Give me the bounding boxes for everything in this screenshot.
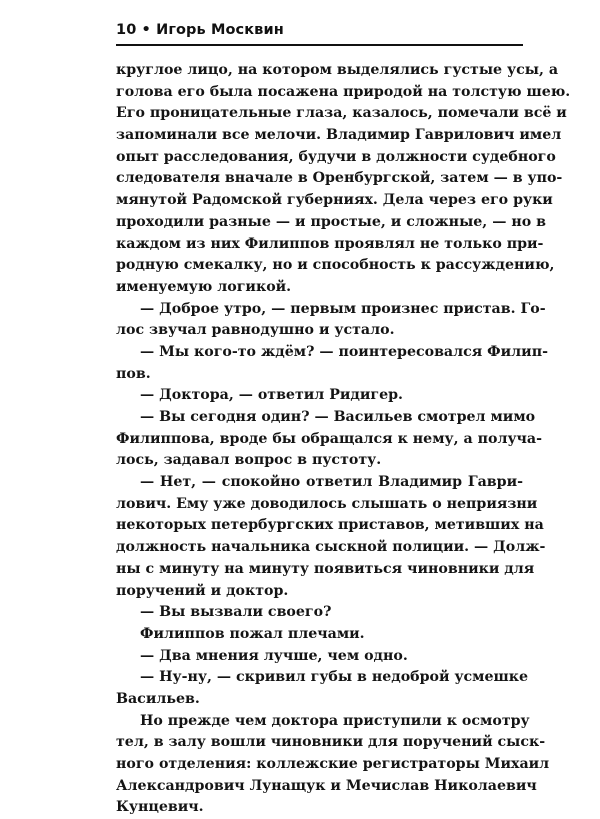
text-line: поручений и доктор. — [116, 582, 289, 599]
text-line: Кунцевич. — [116, 799, 204, 816]
text-line: мянутой Радомской губерниях. Дела через его руки — [116, 192, 553, 209]
text-line: лос звучал равнодушно и устало. — [116, 322, 395, 339]
text-line: — Доктора, — ответил Ридигер. — [140, 387, 403, 404]
header-rule — [116, 44, 523, 46]
text-line: тел, в залу вошли чиновники для поручений сыск- — [116, 734, 546, 751]
text-line: — Ну-ну, — скривил губы в недоброй усмешке — [140, 669, 529, 686]
body-text — [116, 60, 571, 819]
running-head — [116, 22, 284, 38]
text-line: каждом из них Филиппов проявлял не только при- — [116, 235, 544, 252]
text-line: должность начальника сыскной полиции. — Долж- — [116, 539, 546, 556]
text-line: ного отделения: коллежские регистраторы Михаил — [116, 756, 550, 772]
text-line: некоторых петербургских приставов, метивших на — [116, 517, 544, 534]
text-line: круглое лицо, на котором выделялись густые усы, а — [116, 62, 559, 78]
text-line: лович. Ему уже доводилось слышать о неприязни — [116, 495, 538, 512]
text-line: — Вы сегодня один? — Васильев смотрел мимо — [140, 409, 536, 425]
page-number: 10 — [116, 22, 137, 38]
text-line: проходили разные — и простые, и сложные, — но в — [116, 213, 546, 230]
text-line: ны с минуту на минуту появиться чиновники для — [116, 560, 535, 577]
text-line: голова его была посажена природой на толстую шею. — [116, 83, 571, 100]
text-line: Александрович Лунащук и Мечислав Николаевич — [116, 777, 537, 794]
text-line: Филиппова, вроде бы обращался к нему, а получа- — [116, 430, 543, 447]
text-line: Его проницательные глаза, казалось, помечали всё и — [116, 105, 567, 122]
text-line: — Мы кого-то ждём? — поинтересовался Филип- — [140, 343, 548, 360]
text-line: опыт расследования, будучи в должности судебного — [116, 148, 556, 165]
text-line: — Нет, — спокойно ответил Владимир Гаври- — [140, 474, 523, 491]
text-line: пов. — [116, 365, 151, 382]
text-line: родную смекалку, но и способность к рассуждению, — [116, 257, 555, 274]
text-line: Филиппов пожал плечами. — [140, 625, 365, 642]
text-line: Но прежде чем доктора приступили к осмотру — [140, 712, 530, 729]
text-line: — Доброе утро, — первым произнес пристав. Го- — [140, 300, 546, 317]
text-line: именуемую логикой. — [116, 278, 292, 295]
text-line: лось, задавал вопрос в пустоту. — [116, 452, 382, 469]
head-separator: • — [141, 22, 151, 38]
text-line: Васильев. — [116, 690, 200, 707]
text-line: следователя вначале в Оренбургской, затем — в упо- — [116, 170, 563, 187]
text-line: запоминали все мелочи. Владимир Гаврилович имел — [116, 127, 562, 144]
text-line: — Вы вызвали своего? — [140, 604, 332, 621]
text-line: — Два мнения лучше, чем одно. — [140, 647, 408, 664]
author-name: Игорь Москвин — [156, 22, 284, 38]
